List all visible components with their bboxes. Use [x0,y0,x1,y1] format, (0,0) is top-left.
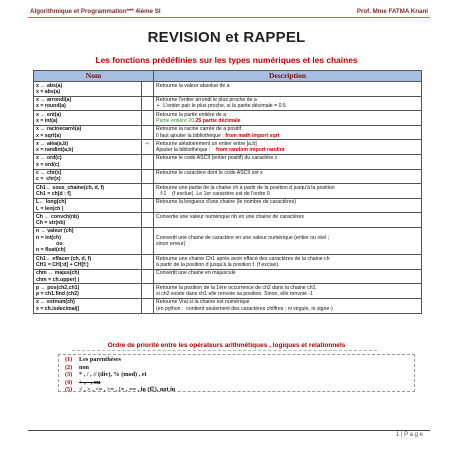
arrow-cell [142,125,154,140]
description-text: Retourne une partie de la chaine ch à partir de la position d jusqu'à la position [156,184,335,191]
function-name-line: chm = ch.upper( ) [36,276,80,283]
import-statement: from math import sqrt [225,132,280,139]
priority-number: (5) [65,386,73,394]
description-text: Retourne une chaine Ch1 après avoir effacé des caractères de la chaine ch [156,255,330,262]
column-header-description: Description [154,71,422,82]
arrow-cell [142,269,154,284]
table-row [34,96,422,111]
arrow-cell [142,227,154,254]
function-name-cell [34,125,142,140]
priority-item [65,356,175,364]
description-line [156,241,419,247]
function-name-cell [34,198,142,213]
function-name-line: x = randint(a,b) [36,147,74,154]
function-name-line: x = abs(a) [36,88,61,95]
description-line [156,83,419,89]
arrow-cell [142,111,154,126]
function-name-cell [34,284,142,299]
description-text: sinon erreur) [156,241,186,248]
function-name-line: chm ← majus(ch) [36,270,80,277]
priority-number: (2) [65,363,73,371]
description-line [156,170,419,176]
function-name-line: c ← chr(x) [36,170,62,177]
priority-text: Les parenthèses [79,356,121,363]
description-text: à partir de la position d jusqu'à la position f (f exclue). [156,261,280,268]
import-statement: from random import randint [216,147,285,154]
arrow-cell [142,198,154,213]
description-cell [154,96,422,111]
arrow-cell [142,298,154,313]
description-cell [154,125,422,140]
description-line [156,214,419,220]
function-name-line: n ← valeur (ch) [36,228,74,235]
priority-text: + , - , ou [79,378,101,386]
function-name-cell [34,140,142,155]
header-course: Algorithmique et Programmation*** 4ième SI [30,8,161,15]
description-line [156,191,419,197]
priority-divider [72,350,377,351]
description-text: Retourne le code ASCII (entier positif) du caractère c [156,155,278,162]
table-row [34,169,422,184]
header-teacher: Prof. Mme FATMA Knani [356,8,428,15]
description-text: Convertit une chaine de caractère en une valeur numérique (entier ou réel ; [156,234,330,241]
function-name-line: n = int(ch) [36,234,61,241]
description-line [156,262,419,268]
description-cell [154,298,422,313]
description-text: Retourne la valeur absolue de a [156,82,230,89]
integer-part-example: Partie entière 20 [156,117,195,124]
priority-text: non [79,363,89,371]
description-line [156,199,419,205]
priority-number: (1) [65,356,73,363]
footer-divider [28,430,430,431]
decimal-point: . [194,117,196,124]
function-name-line: p ← pos(ch2,ch1) [36,284,80,291]
function-name-cell [34,255,142,270]
description-cell [154,213,422,228]
description-cell [154,198,422,213]
function-name-line: p = ch1.find (ch2) [36,291,79,298]
description-line [156,103,419,109]
table-row [34,111,422,126]
priority-item [65,386,175,394]
description-line [156,147,419,153]
description-line [156,291,419,297]
arrow-cell [142,169,154,184]
function-name-cell [34,269,142,284]
function-name-line: n = float(ch) [36,247,66,254]
priority-number: (4) [65,378,73,386]
function-name-line: x = round(a) [36,103,66,110]
function-name-line: Ch1 = ch[d : f] [36,190,71,197]
description-cell [154,284,422,299]
description-text: Retourne la position de la 1ère occurrence de ch2 dans la chaine ch1. [156,284,317,291]
description-text: Retourne Vrai si la chaine est numérique [156,299,250,306]
description-text: f-1 (f exclue). Le 1er caractère est de l'ordre 0 [156,190,270,197]
function-name-cell [34,169,142,184]
description-cell [154,255,422,270]
arrow-cell [142,82,154,97]
function-name-cell [34,227,142,254]
arrow-cell: ⇨ [142,140,154,155]
column-header-name: Nom [34,71,154,82]
function-name-cell [34,82,142,97]
description-line [156,270,419,276]
header-divider [28,17,430,18]
description-text: Il faut ajouter la bibliothèque : [156,132,226,139]
table-row [34,284,422,299]
function-name-line: x ← aléa(a,b) [36,140,69,147]
description-text: Retourne la racine carrée de a positif [156,126,242,133]
page-footer: 1 | P a g e [395,432,423,438]
description-text: Ajouter la bibliothèque : [156,147,216,154]
priority-item [65,379,175,387]
page-title: REVISION et RAPPEL [147,29,306,46]
description-text: Retourne l'entier arrondi le plus proche de a [156,97,257,104]
table-body [34,82,422,314]
function-name-line: x ← ent(a) [36,111,62,118]
function-name-line: x = int(a) [36,117,58,124]
table-row [34,140,422,155]
table-row [34,227,422,254]
function-name-cell [34,154,142,169]
function-name-line: L = len(ch ) [36,205,64,212]
description-text: Retourne le caractère dont le code ASCII est x [156,170,263,177]
description-line [156,155,419,161]
arrow-cell [142,284,154,299]
description-text: si ch2 existe dans ch1 elle renvoie sa position. Sinon, elle renvoie -1 [156,291,313,298]
arrow-cell [142,255,154,270]
page-subtitle: Les fonctions prédéfinies sur les types numériques et les chaines [95,55,358,65]
description-cell [154,227,422,254]
table-row [34,184,422,199]
function-name-line: x ← estnum(ch) [36,299,75,306]
description-cell [154,269,422,284]
table-row [34,125,422,140]
table-row [34,269,422,284]
priority-number: (3) [65,371,73,379]
function-name-line: x = sqrt(a) [36,132,61,139]
priority-title: Ordre de priorité entre les opérateurs arithmétiques , logiques et relationnels [107,342,346,349]
function-name-cell [34,111,142,126]
priority-item [65,364,175,372]
description-text: Convertit une chaine en majuscule [156,270,236,277]
table-row [34,198,422,213]
description-line [156,118,419,124]
priority-text: < , > , <= , >= , != , == , in (∈), not in [79,386,176,394]
priority-text: * , / , // (div), % (mod) , et [79,371,147,379]
table-row [34,298,422,313]
function-name-line: x ← racinecarré(a) [36,126,82,133]
function-name-line: Ch ← convch(nb) [36,213,79,220]
function-name-line: ou [36,241,63,248]
table-row [34,82,422,97]
table-header-row [34,71,422,82]
function-name-line: x ← ord(c) [36,155,62,162]
function-name-line: L← long(ch) [36,199,67,206]
description-cell [154,154,422,169]
function-name-cell [34,213,142,228]
decimal-part-example: 25 partie décimale [195,117,241,124]
function-name-line: x ← arrondi(a) [36,97,72,104]
arrow-cell [142,184,154,199]
function-name-line: CH1 = CH[:d] + CH[f:] [36,261,89,268]
description-cell [154,111,422,126]
table-row [34,213,422,228]
description-text: ➢ L'entier pair le plus proche, si la partie décimale = 0.5 [156,103,286,110]
description-cell [154,82,422,97]
description-line [156,133,419,139]
description-text: Convertie une valeur numérique nb en une chaine de caractères [156,213,304,220]
description-text: (en python : contient seulement des caractères chiffres : ni virgule, ni signe-) [156,305,333,312]
table-row [34,154,422,169]
priority-list [65,356,175,394]
function-name-line: Ch1← effacer (ch, d, f) [36,255,92,262]
function-name-line: x = ch.isdecimal() [36,305,80,312]
description-cell [154,169,422,184]
function-name-line: Ch1← sous_chaine(ch, d, f) [36,184,105,191]
table-row [34,255,422,270]
function-name-cell [34,96,142,111]
function-name-cell [34,298,142,313]
priority-item [65,371,175,379]
description-text: Retourne la partie entière de a [156,111,227,118]
function-name-line: c = chr(x) [36,176,61,183]
arrow-cell [142,154,154,169]
function-name-line: x ← abs(a) [36,82,63,89]
description-text: Retourne la longueur d'une chaine (le nombre de caractères) [156,199,296,206]
arrow-cell [142,213,154,228]
functions-table [33,70,422,314]
function-name-line: x = ord(c) [36,161,60,168]
function-name-line: Ch = str(nb) [36,220,66,227]
description-cell [154,140,422,155]
description-cell [154,184,422,199]
arrow-cell [142,96,154,111]
function-name-cell [34,184,142,199]
description-text: Retourne aléatoirement un entier entre [a,b] [156,140,257,147]
description-line [156,306,419,312]
